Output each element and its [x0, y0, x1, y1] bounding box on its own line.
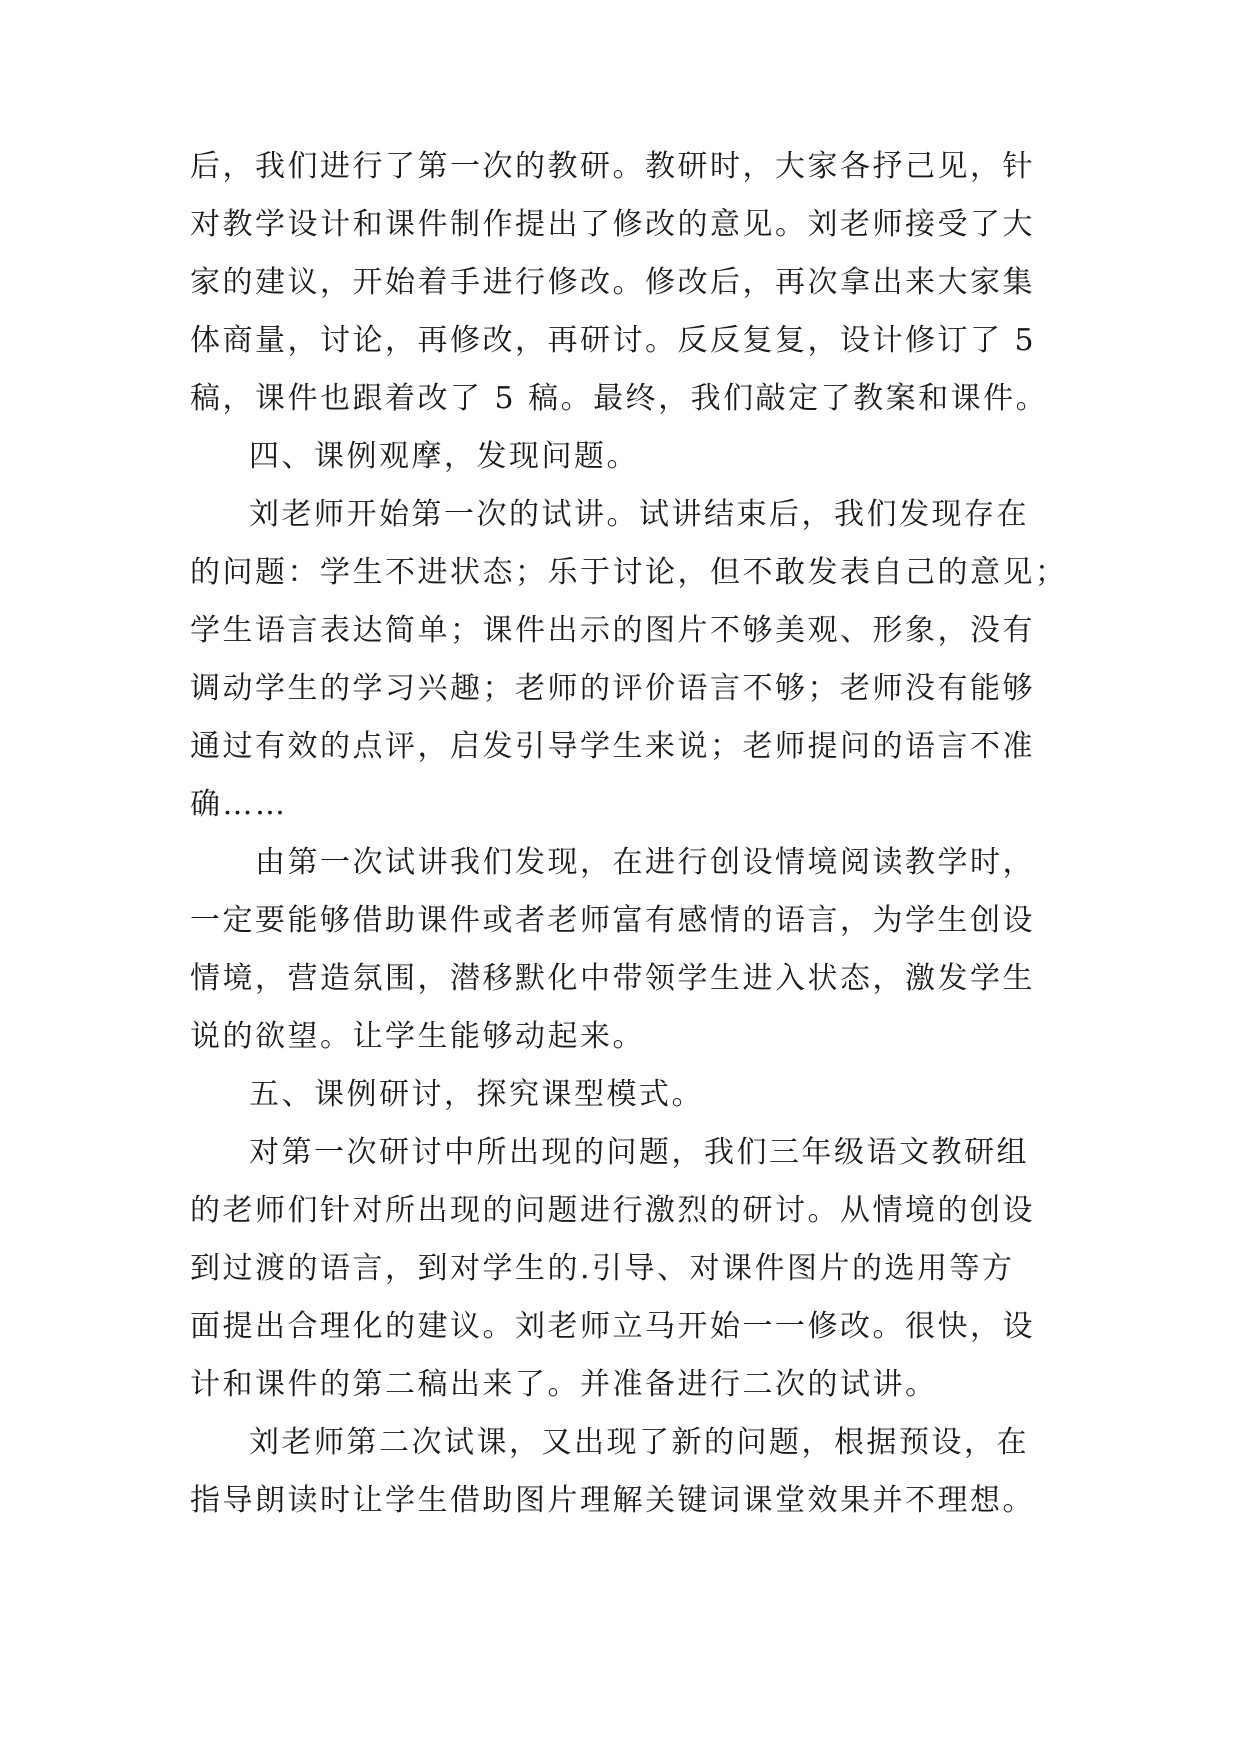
text-line: 通过有效的点评，启发引导学生来说；老师提问的语言不准 [190, 729, 1035, 764]
text-line: 调动学生的学习兴趣；老师的评价语言不够；老师没有能够 [190, 671, 1035, 706]
section-heading: 四、课例观摩，发现问题。 [249, 439, 639, 474]
text-line: 稿，课件也跟着改了 5 稿。最终，我们敲定了教案和课件。 [190, 381, 1049, 416]
text-line: 家的建议，开始着手进行修改。修改后，再次拿出来大家集 [190, 265, 1035, 300]
text-line: 一定要能够借助课件或者老师富有感情的语言，为学生创设 [190, 903, 1035, 938]
text-line: 后，我们进行了第一次的教研。教研时，大家各抒己见，针 [190, 149, 1035, 184]
text-line: 由第一次试讲我们发现，在进行创设情境阅读教学时， [255, 845, 1035, 880]
text-line: 的问题：学生不进状态；乐于讨论，但不敢发表自己的意见； [190, 555, 1068, 590]
text-line: 情境，营造氛围，潜移默化中带领学生进入状态，激发学生 [190, 961, 1035, 996]
text-line: 到过渡的语言，到对学生的.引导、对课件图片的选用等方 [190, 1251, 1015, 1286]
text-line: 指导朗读时让学生借助图片理解关键词课堂效果并不理想。 [190, 1483, 1035, 1518]
text-line: 刘老师开始第一次的试讲。试讲结束后，我们发现存在 [249, 497, 1029, 532]
text-line: 刘老师第二次试课，又出现了新的问题，根据预设，在 [249, 1425, 1029, 1460]
text-line: 体商量，讨论，再修改，再研讨。反反复复，设计修订了 5 [190, 323, 1037, 358]
text-line: 对教学设计和课件制作提出了修改的意见。刘老师接受了大 [190, 207, 1035, 242]
text-line: 的老师们针对所出现的问题进行激烈的研讨。从情境的创设 [190, 1193, 1035, 1228]
text-line: 对第一次研讨中所出现的问题，我们三年级语文教研组 [249, 1135, 1029, 1170]
text-line: 说的欲望。让学生能够动起来。 [190, 1019, 645, 1054]
section-heading: 五、课例研讨，探究课型模式。 [249, 1077, 704, 1112]
text-line: 计和课件的第二稿出来了。并准备进行二次的试讲。 [190, 1367, 938, 1402]
text-line: 面提出合理化的建议。刘老师立马开始一一修改。很快，设 [190, 1309, 1035, 1344]
text-line: 学生语言表达简单；课件出示的图片不够美观、形象，没有 [190, 613, 1035, 648]
text-line: 确…… [190, 787, 288, 822]
